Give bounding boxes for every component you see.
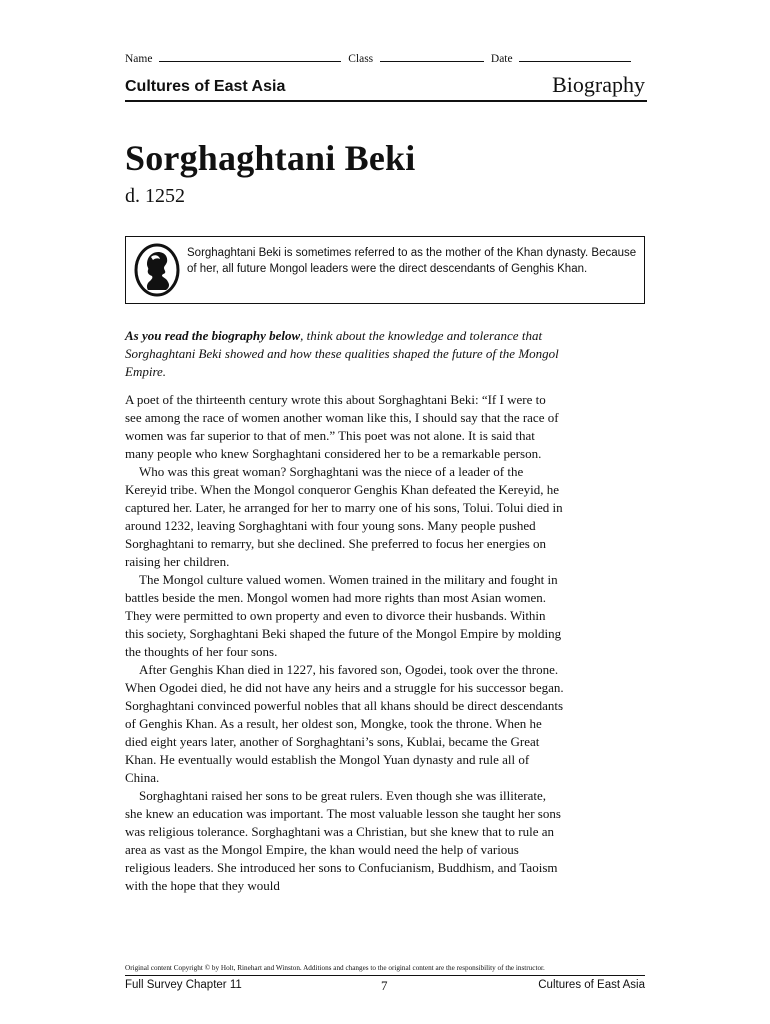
reading-prompt-lead: As you read the biography below xyxy=(125,328,301,343)
footer-subject: Cultures of East Asia xyxy=(538,979,645,991)
copyright-notice: Original content Copyright © by Holt, Rinehart and Winston. Additions and changes to the original content are the responsibility of the instructor. xyxy=(125,964,545,972)
class-label: Class xyxy=(348,53,374,65)
date-blank[interactable] xyxy=(519,52,631,62)
woman-silhouette-icon xyxy=(134,243,180,297)
class-blank[interactable] xyxy=(380,52,484,62)
header-rule xyxy=(125,100,647,102)
name-blank[interactable] xyxy=(159,52,341,62)
subject-heading: Cultures of East Asia xyxy=(125,78,286,95)
page-number: 7 xyxy=(381,978,388,993)
biography-body xyxy=(125,391,565,895)
paragraph-3: The Mongol culture valued women. Women trained in the military and fought in battles beside the men. Mongol women had more rights than most Asian women. They were permitted to own property and even to divorce their husbands. Within this society, Sorghaghtani Beki shaped the future of the Mongol Empire by molding the thoughts of her four sons. xyxy=(125,572,562,659)
date-label: Date xyxy=(490,53,513,65)
document-type: Biography xyxy=(552,72,645,97)
summary-callout xyxy=(125,236,645,304)
paragraph-4: After Genghis Khan died in 1227, his favored son, Ogodei, took over the throne. When Ogodei died, he did not have any heirs and a struggle for his successor began. Sorghaghtani convinced powerful nobles that all khans should be direct descendants of Genghis Khan. As a result, her oldest son, Mongke, took the throne. When he died eight years later, another of Sorghaghtani’s sons, Kublai, became the Great Khan. He eventually would establish the Mongol Yuan dynasty and rule all of China. xyxy=(125,662,564,785)
footer-rule xyxy=(125,975,645,976)
reading-prompt-rest: , think about the knowledge and tolerance that Sorghaghtani Beki showed and how these qualities shaped the future of the Mongol Empire. xyxy=(125,328,559,379)
reading-prompt xyxy=(125,327,565,381)
name-label: Name xyxy=(125,53,153,65)
footer-chapter: Full Survey Chapter 11 xyxy=(125,979,242,991)
paragraph-2: Who was this great woman? Sorghaghtani was the niece of a leader of the Kereyid tribe. When the Mongol conqueror Genghis Khan defeated the Kereyid, he captured her. Later, he arranged for her to marry one of his sons, Tolui. Tolui died in around 1232, leaving Sorghaghtani with four young sons. Many people pushed Sorghaghtani to remarry, but she declined. She preferred to focus her energies on raising her children. xyxy=(125,464,563,569)
callout-text: Sorghaghtani Beki is sometimes referred to as the mother of the Khan dynasty. Because of her, all future Mongol leaders were the direct descendants of Genghis Khan. xyxy=(187,247,637,275)
page-title: Sorghaghtani Beki xyxy=(125,138,416,178)
student-info-line xyxy=(125,52,645,65)
paragraph-5: Sorghaghtani raised her sons to be great rulers. Even though she was illiterate, she knew an education was important. The most valuable lesson she taught her sons was religious tolerance. Sorghaghtani was a Christian, but she knew that to rule an area as vast as the Mongol Empire, the khan would need the help of various religious leaders. She introduced her sons to Confucianism, Buddhism, and Taoism with the hope that they would xyxy=(125,788,561,893)
life-dates: d. 1252 xyxy=(125,185,185,207)
paragraph-1: A poet of the thirteenth century wrote this about Sorghaghtani Beki: “If I were to see among the race of women another woman like this, I should say that the race of women was far superior to that of men.” This poet was not alone. It is said that many people who knew Sorghaghtani considered her to be a remarkable person. xyxy=(125,392,559,461)
